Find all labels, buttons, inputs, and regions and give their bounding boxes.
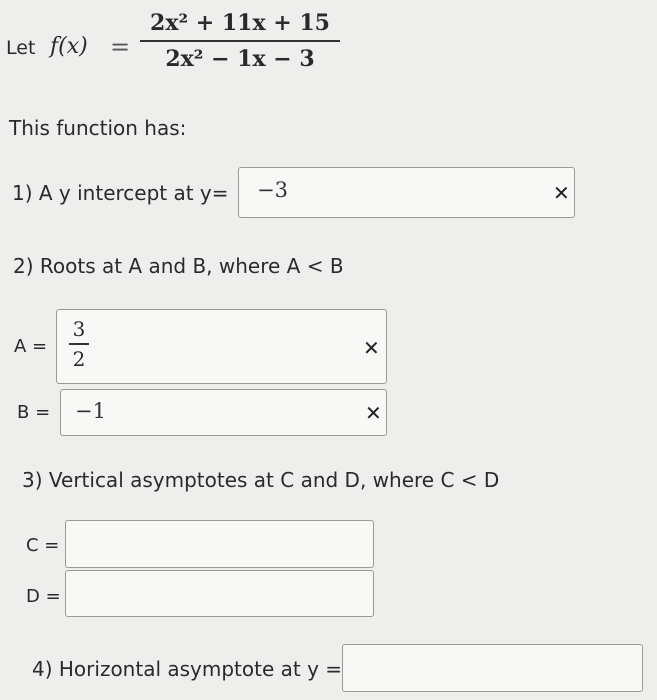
q2-label: 2) Roots at A and B, where A < B	[13, 254, 344, 278]
q1-label: 1) A y intercept at y=	[12, 181, 229, 205]
x-mark-icon: ✕	[553, 181, 570, 205]
q3-label: 3) Vertical asymptotes at C and D, where C < D	[22, 468, 500, 492]
q4-label: 4) Horizontal asymptote at y =	[32, 657, 343, 681]
horizontal-asymptote-input[interactable]	[342, 644, 643, 692]
y-intercept-input[interactable]	[238, 167, 575, 218]
a-label: A =	[14, 336, 48, 357]
numerator: 2x² + 11x + 15	[150, 10, 330, 36]
root-b-answer: −1	[75, 399, 106, 423]
asymptote-d-input[interactable]	[65, 570, 374, 617]
intro-text: This function has:	[9, 116, 187, 140]
x-mark-icon: ✕	[365, 401, 382, 425]
root-a-input[interactable]	[56, 309, 387, 384]
function-fraction	[140, 10, 340, 72]
let-label: Let	[6, 37, 36, 59]
equals-sign: =	[110, 33, 131, 61]
asymptote-c-input[interactable]	[65, 520, 374, 568]
denominator: 2x² − 1x − 3	[165, 45, 315, 72]
root-a-denominator: 2	[72, 346, 86, 371]
root-a-fraction	[69, 317, 89, 371]
x-mark-icon: ✕	[363, 336, 380, 360]
d-label: D =	[26, 586, 61, 607]
root-a-fraction-bar	[69, 343, 89, 345]
root-b-input[interactable]	[60, 389, 387, 436]
c-label: C =	[26, 535, 60, 556]
b-label: B =	[17, 402, 51, 423]
fraction-bar	[140, 40, 340, 42]
function-name: f(x)	[50, 34, 88, 59]
y-intercept-answer: −3	[257, 178, 288, 202]
root-a-numerator: 3	[72, 317, 86, 341]
